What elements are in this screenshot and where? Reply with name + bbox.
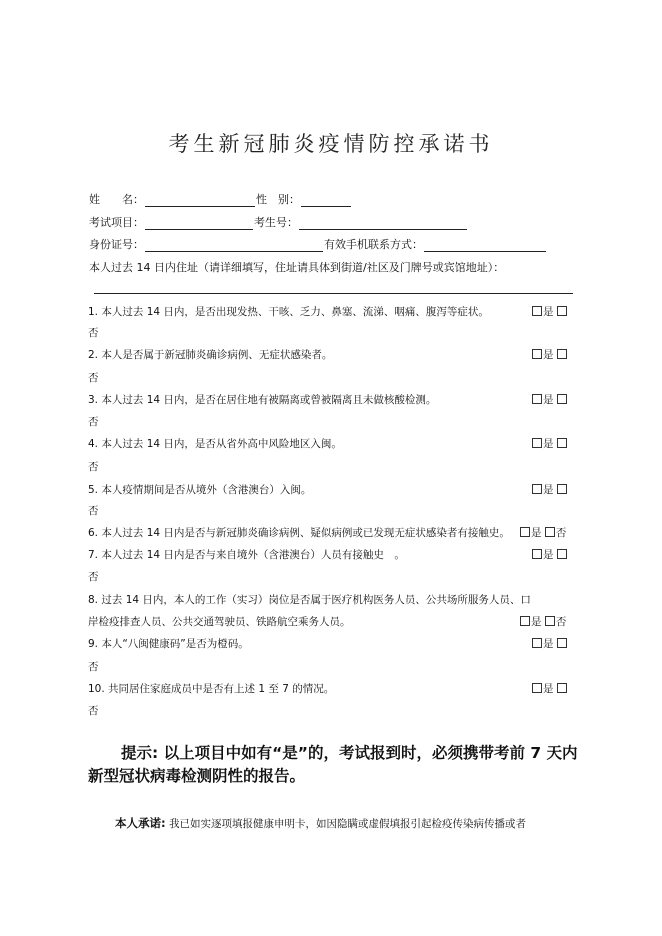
option-no-label: 否 xyxy=(88,661,99,673)
checkbox-no[interactable] xyxy=(557,306,567,316)
answer-2: 是 xyxy=(532,347,568,362)
answer-8: 是 否 xyxy=(520,614,566,629)
document-title: 考生新冠肺炎疫情防控承诺书 xyxy=(168,132,494,156)
checkbox-no[interactable] xyxy=(557,394,567,404)
exam-no-label: 考生号： xyxy=(254,216,298,229)
checkbox-no[interactable] xyxy=(557,549,567,559)
answer-1: 是 xyxy=(532,304,568,319)
name-label: 姓 名： xyxy=(89,193,144,206)
pledge-text: 我已如实逐项填报健康申明卡，如因隐瞒或虚假填报引起检疫传染病传播或者 xyxy=(165,818,526,830)
answer-9: 是 xyxy=(532,636,568,651)
answer-4: 是 xyxy=(532,436,568,451)
checkbox-no[interactable] xyxy=(557,683,567,693)
answer-3: 是 xyxy=(532,392,568,407)
checkbox-no[interactable] xyxy=(557,349,567,359)
question-1: 1. 本人过去 14 日内，是否出现发热、干咳、乏力、鼻塞、流涕、咽痛、腹泻等症状。 xyxy=(88,306,489,318)
answer-10: 是 xyxy=(532,681,568,696)
name-field[interactable] xyxy=(145,194,255,207)
option-no-label: 否 xyxy=(88,461,99,473)
gender-label: 性 别： xyxy=(256,193,300,206)
checkbox-yes[interactable] xyxy=(532,394,542,404)
checkbox-yes[interactable] xyxy=(532,306,542,316)
checkbox-yes[interactable] xyxy=(532,484,542,494)
option-no-label: 否 xyxy=(88,372,99,384)
checkbox-yes[interactable] xyxy=(532,549,542,559)
row-id-phone xyxy=(89,236,547,252)
pledge-paragraph xyxy=(115,815,526,831)
address-label: 本人过去 14 日内住址（请详细填写，住址请具体到街道/社区及门牌号或宾馆地址）： xyxy=(89,261,505,274)
checkbox-no[interactable] xyxy=(545,527,555,537)
question-5: 5. 本人疫情期间是否从境外（含港澳台）入闽。 xyxy=(88,484,312,496)
question-6: 6. 本人过去 14 日内是否与新冠肺炎确诊病例、疑似病例或已发现无症状感染者有接触史。 xyxy=(88,527,510,539)
question-3: 3. 本人过去 14 日内，是否在居住地有被隔离或曾被隔离且未做核酸检测。 xyxy=(88,394,437,406)
exam-item-field[interactable] xyxy=(145,217,253,230)
option-no-label: 否 xyxy=(88,705,99,717)
option-no-label: 否 xyxy=(88,505,99,517)
option-no-label: 否 xyxy=(88,416,99,428)
exam-item-label: 考试项目： xyxy=(89,216,144,229)
checkbox-yes[interactable] xyxy=(532,349,542,359)
answer-7: 是 xyxy=(532,547,568,562)
checkbox-yes[interactable] xyxy=(532,438,542,448)
pledge-label: 本人承诺: xyxy=(115,816,166,830)
row-name-gender xyxy=(89,191,352,207)
question-8-line2: 岸检疫排查人员、公共交通驾驶员、铁路航空乘务人员。 xyxy=(88,616,351,628)
checkbox-yes[interactable] xyxy=(532,638,542,648)
question-2: 2. 本人是否属于新冠肺炎确诊病例、无症状感染者。 xyxy=(88,349,333,361)
checkbox-no[interactable] xyxy=(557,438,567,448)
gender-field[interactable] xyxy=(301,194,351,207)
question-8: 8. 过去 14 日内，本人的工作（实习）岗位是否属于医疗机构医务人员、公共场所服务人员、口 xyxy=(88,594,531,606)
checkbox-yes[interactable] xyxy=(520,527,530,537)
question-7: 7. 本人过去 14 日内是否与来自境外（含港澳台）人员有接触史 。 xyxy=(88,549,405,561)
answer-5: 是 xyxy=(532,482,568,497)
checkbox-no[interactable] xyxy=(545,616,555,626)
question-4: 4. 本人过去 14 日内，是否从省外高中风险地区入闽。 xyxy=(88,438,342,450)
checkbox-yes[interactable] xyxy=(532,683,542,693)
checkbox-no[interactable] xyxy=(557,638,567,648)
id-field[interactable] xyxy=(145,239,323,252)
checkbox-yes[interactable] xyxy=(520,616,530,626)
address-field[interactable] xyxy=(94,293,573,294)
option-no-label: 否 xyxy=(88,327,99,339)
row-exam xyxy=(89,214,468,230)
option-no-label: 否 xyxy=(88,571,99,583)
checkbox-no[interactable] xyxy=(557,484,567,494)
answer-6: 是 否 xyxy=(520,525,566,540)
phone-field[interactable] xyxy=(424,239,546,252)
question-9: 9. 本人“八闽健康码”是否为橙码。 xyxy=(88,638,249,650)
question-10: 10. 共同居住家庭成员中是否有上述 1 至 7 的情况。 xyxy=(88,683,335,695)
hint-text: 提示: 以上项目中如有“是”的，考试报到时，必须携带考前 7 天内新型冠状病毒检测阴性的报告。 xyxy=(88,744,578,785)
id-label: 身份证号： xyxy=(89,238,144,251)
phone-label: 有效手机联系方式： xyxy=(324,238,423,251)
exam-no-field[interactable] xyxy=(299,217,467,230)
